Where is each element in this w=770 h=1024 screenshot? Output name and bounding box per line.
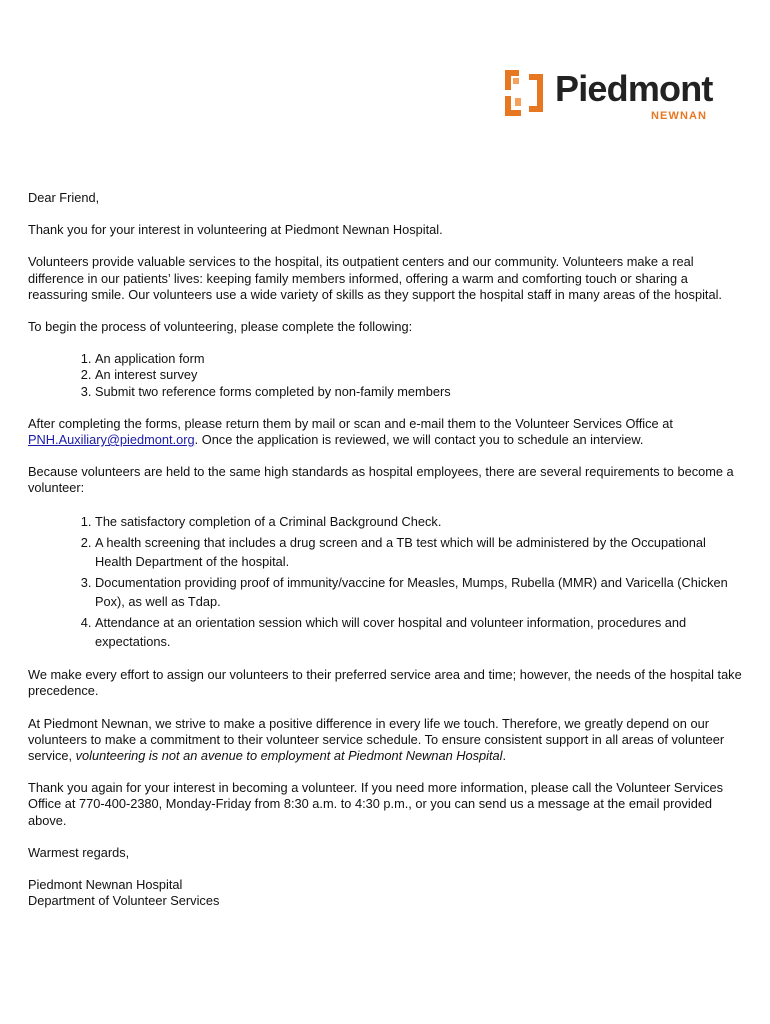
logo-location-text: NEWNAN bbox=[651, 110, 708, 122]
paragraph-requirements-intro: Because volunteers are held to the same high standards as hospital employees, there are several requirements to become a volunteer: bbox=[28, 464, 734, 496]
closing: Warmest regards, bbox=[28, 844, 130, 860]
commitment-text: At Piedmont Newnan, we strive to make a positive difference in every life we touch. Therefore, we greatly depend on our volunteers to make a commitment to their volunteer service schedule. To ensure consistent support in all areas of volunteer service, bbox=[28, 715, 725, 763]
list-item: 3. Submit two reference forms completed by non-family members bbox=[95, 384, 744, 400]
paragraph-volunteer-value: Volunteers provide valuable services to the hospital, its outpatient centers and our community. Volunteers make a real difference in our patients’ lives: keeping family members informed, offering a warm and comforting touch or sharing a reassuring smile. Our volunteers use a wide variety of skills as they support the hospital staff in many areas of the hospital. bbox=[28, 254, 722, 302]
piedmont-logo bbox=[503, 66, 713, 128]
return-forms-text: After completing the forms, please return them by mail or scan and e-mail them to the Volunteer Services Office at bbox=[28, 415, 673, 431]
commitment-italic-text: volunteering is not an avenue to employment at Piedmont Newnan Hospital bbox=[75, 747, 503, 763]
paragraph-return-forms bbox=[28, 416, 744, 448]
paragraph-assignment: We make every effort to assign our volunteers to their preferred service area and time; however, the needs of the hospital take precedence. bbox=[28, 667, 742, 699]
list-item: 2. An interest survey bbox=[95, 367, 744, 383]
paragraph-thanks: Thank you for your interest in volunteering at Piedmont Newnan Hospital. bbox=[28, 222, 443, 238]
return-forms-text-end: . Once the application is reviewed, we will contact you to schedule an interview. bbox=[194, 432, 644, 448]
steps-list bbox=[28, 351, 744, 400]
letter-body bbox=[28, 190, 744, 925]
piedmont-bracket-icon bbox=[503, 68, 547, 118]
signature-line-1: Piedmont Newnan Hospital bbox=[28, 876, 183, 892]
list-item: 1. The satisfactory completion of a Criminal Background Check. bbox=[95, 513, 744, 532]
email-link[interactable]: PNH.Auxiliary@piedmont.org bbox=[28, 432, 195, 448]
paragraph-contact: Thank you again for your interest in becoming a volunteer. If you need more information, please call the Volunteer Services Office at 770-400-2380, Monday-Friday from 8:30 a.m. to 4:30 p.m., or you can send us a message at the email provided above. bbox=[28, 780, 723, 828]
signature bbox=[28, 877, 744, 909]
signature-line-2: Department of Volunteer Services bbox=[28, 893, 220, 909]
salutation: Dear Friend, bbox=[28, 190, 100, 205]
list-item: 1. An application form bbox=[95, 351, 744, 367]
requirements-list bbox=[28, 513, 744, 652]
paragraph-begin-process: To begin the process of volunteering, please complete the following: bbox=[28, 319, 413, 335]
logo-brand-text: Piedmont bbox=[555, 68, 713, 109]
list-item: 3. Documentation providing proof of immunity/vaccine for Measles, Mumps, Rubella (MMR) and Varicella (Chicken Pox), as well as Tdap. bbox=[95, 574, 744, 611]
paragraph-commitment bbox=[28, 716, 744, 765]
list-item: 2. A health screening that includes a drug screen and a TB test which will be administered by the Occupational Health Department of the hospital. bbox=[95, 534, 744, 571]
list-item: 4. Attendance at an orientation session which will cover hospital and volunteer information, procedures and expectations. bbox=[95, 614, 744, 651]
commitment-text-end: . bbox=[502, 747, 507, 763]
